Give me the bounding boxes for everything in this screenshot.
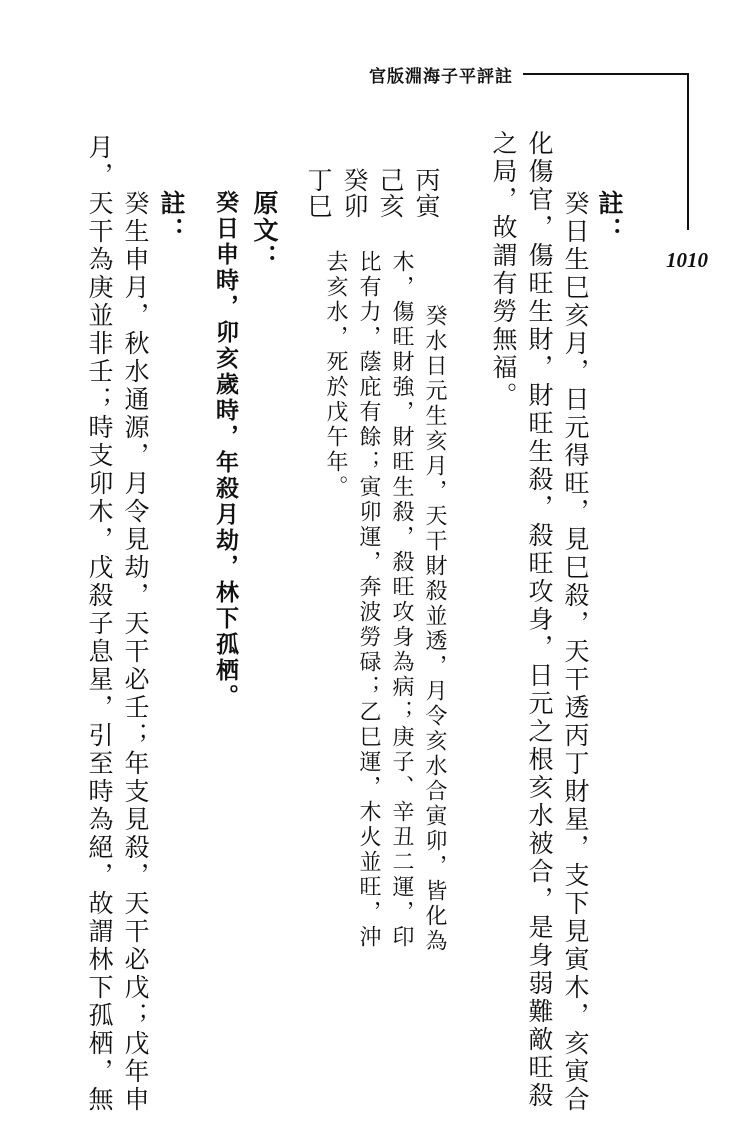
note-line-3: 之局，故謂有勞無福。: [489, 130, 518, 410]
commentary-line-1: 癸水日元生亥月，天干財殺並透，月令亥水合寅卯，皆化為: [422, 304, 447, 954]
margin-rule: [687, 73, 689, 230]
pillar-year: 丙寅: [412, 167, 441, 219]
commentary-line-3: 比有力，蔭庇有餘；寅卯運，奔波勞碌；乙巳運，木火並旺，沖: [356, 250, 381, 950]
note-line-2: 化傷官，傷旺生財，財旺生殺，殺旺攻身，日元之根亥水被合，是身弱難敵旺殺: [525, 130, 554, 1110]
running-title: 官版淵海子平評註: [369, 67, 513, 87]
note2-line-2: 月，天干為庚並非壬；時支卯木，戊殺子息星，引至時為絕，故謂林下孤栖，無: [85, 134, 114, 1114]
pillar-day: 癸卯: [340, 167, 369, 219]
original-text-line: 癸日申時，卯亥歲時，年殺月劫，林下孤栖。: [212, 190, 239, 710]
commentary-line-2: 木，傷旺財強，財旺生殺，殺旺攻身為病；庚子、辛丑二運，印: [389, 250, 414, 950]
section-heading-note: 註：: [595, 190, 624, 244]
pillar-month: 己亥: [376, 167, 405, 219]
note2-line-1: 癸生申月，秋水通源，月令見劫，天干必壬；年支見殺，天干必戊；戊年申: [121, 190, 150, 1114]
section-heading-note-2: 註：: [157, 190, 186, 244]
page-number: 1010: [666, 248, 708, 272]
pillar-hour: 丁巳: [304, 167, 333, 219]
section-heading-original-text: 原文：: [250, 190, 279, 271]
commentary-line-4: 去亥水，死於戊午年。: [323, 250, 348, 500]
note-line-1: 癸日生巳亥月，日元得旺，見巳殺，天干透丙丁財星，支下見寅木，亥寅合: [561, 190, 590, 1114]
header-rule: [523, 73, 688, 75]
